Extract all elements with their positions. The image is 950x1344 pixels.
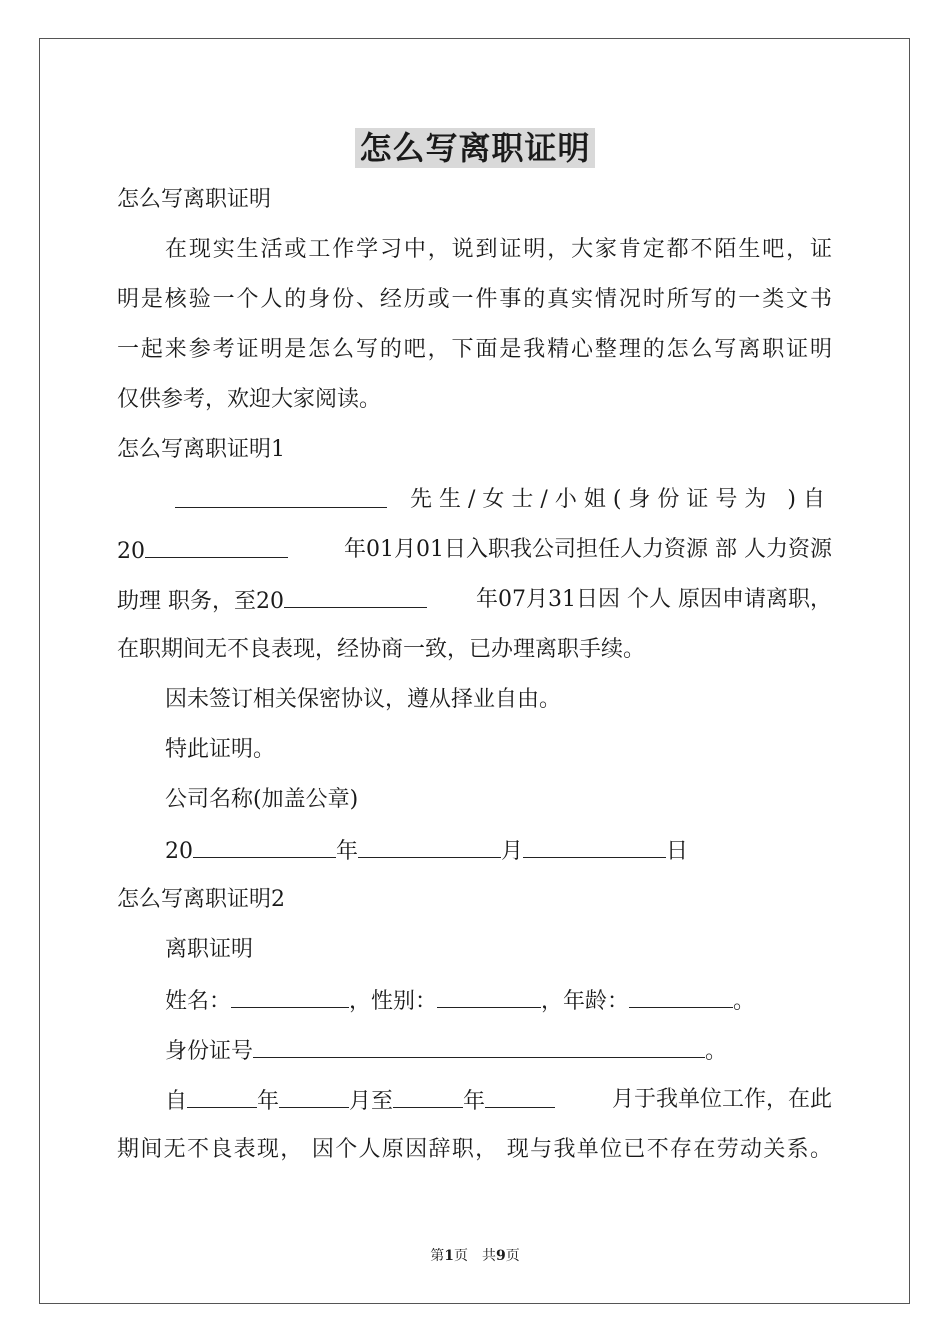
intro-line-3: 一起来参考证明是怎么写的吧，下面是我精心整理的怎么写离职证明: [117, 337, 832, 362]
end-year-label: 年: [463, 1089, 486, 1114]
main-heading: 怎么写离职证明: [117, 187, 272, 212]
gender-label: ，性别：: [349, 989, 438, 1014]
date-prefix: 20: [165, 839, 193, 864]
personal-info-line: [165, 985, 755, 1017]
intro-line-4: 仅供参考，欢迎大家阅读。: [117, 387, 382, 412]
employment-period-text: 月于我单位工作，在此: [611, 1087, 832, 1112]
id-field-blank: [253, 1035, 705, 1058]
name-label: 姓名：: [165, 989, 232, 1014]
start-year-blank: [187, 1085, 257, 1108]
document-title: 怎么写离职证明: [355, 128, 594, 168]
footer-text-2: 页 共: [454, 1248, 496, 1264]
leave-year-prefix: 助理 职务，至20: [117, 589, 284, 614]
from-label: 自: [165, 1089, 188, 1114]
footer-text-3: 页: [505, 1248, 520, 1264]
conclusion-line: 期间无不良表现， 因个人原因辞职， 现与我单位已不存在劳动关系。: [117, 1137, 832, 1162]
id-end-mark: 。: [705, 1039, 728, 1064]
section1-line-6: 特此证明。: [165, 737, 276, 762]
entry-year-prefix: 20: [117, 539, 145, 564]
date-month-label: 月: [501, 839, 524, 864]
date-day-label: 日: [666, 839, 689, 864]
date-month-blank: [358, 835, 501, 858]
section1-line-2-text: 年01月01日入职我公司担任人力资源 部 人力资源: [344, 537, 832, 562]
section1-line-2: [117, 535, 832, 567]
section1-heading: 怎么写离职证明1: [117, 437, 285, 462]
section1-line-1: [175, 485, 832, 515]
gender-field-blank: [437, 985, 541, 1008]
month-to-label: 月至: [349, 1089, 394, 1114]
total-pages-number: 9: [496, 1248, 506, 1264]
section1-line-3: [117, 585, 832, 617]
age-label: ，年龄：: [541, 989, 630, 1014]
signature-date-line: [165, 835, 688, 867]
name-field-blank: [231, 985, 349, 1008]
intro-line-2: 明是核验一个人的身份、经历或一件事的真实情况时所写的一类文书: [117, 287, 832, 312]
current-page-number: 1: [444, 1248, 454, 1264]
info-end-mark: 。: [733, 989, 756, 1014]
date-year-label: 年: [336, 839, 359, 864]
section1-line-3-text: 年07月31日因 个人 原因申请离职，: [476, 587, 832, 612]
section2-heading: 怎么写离职证明2: [117, 887, 285, 912]
section2-subtitle: 离职证明: [165, 937, 254, 962]
age-field-blank: [629, 985, 733, 1008]
employment-period-line: [165, 1085, 832, 1117]
section1-line-1-text: 先生/女士/小姐(身份证号为 )自: [410, 487, 832, 512]
date-year-blank: [193, 835, 336, 858]
id-number-line: [165, 1035, 727, 1067]
company-name-line: 公司名称(加盖公章): [165, 787, 359, 812]
entry-year-blank: [145, 535, 288, 558]
name-blank: [175, 485, 387, 508]
document-title-wrap: [0, 128, 950, 168]
leave-year-blank: [284, 585, 427, 608]
date-day-blank: [523, 835, 666, 858]
section1-line-4: 在职期间无不良表现，经协商一致，已办理离职手续。: [117, 637, 646, 662]
intro-line-1: 在现实生活或工作学习中，说到证明，大家肯定都不陌生吧，证: [165, 237, 832, 262]
start-month-blank: [279, 1085, 349, 1108]
end-year-blank: [393, 1085, 463, 1108]
page-footer: [0, 1246, 950, 1266]
end-month-blank: [485, 1085, 555, 1108]
start-year-label: 年: [257, 1089, 280, 1114]
section1-line-5: 因未签订相关保密协议，遵从择业自由。: [165, 687, 562, 712]
id-label: 身份证号: [165, 1039, 254, 1064]
footer-text-1: 第: [430, 1248, 445, 1264]
